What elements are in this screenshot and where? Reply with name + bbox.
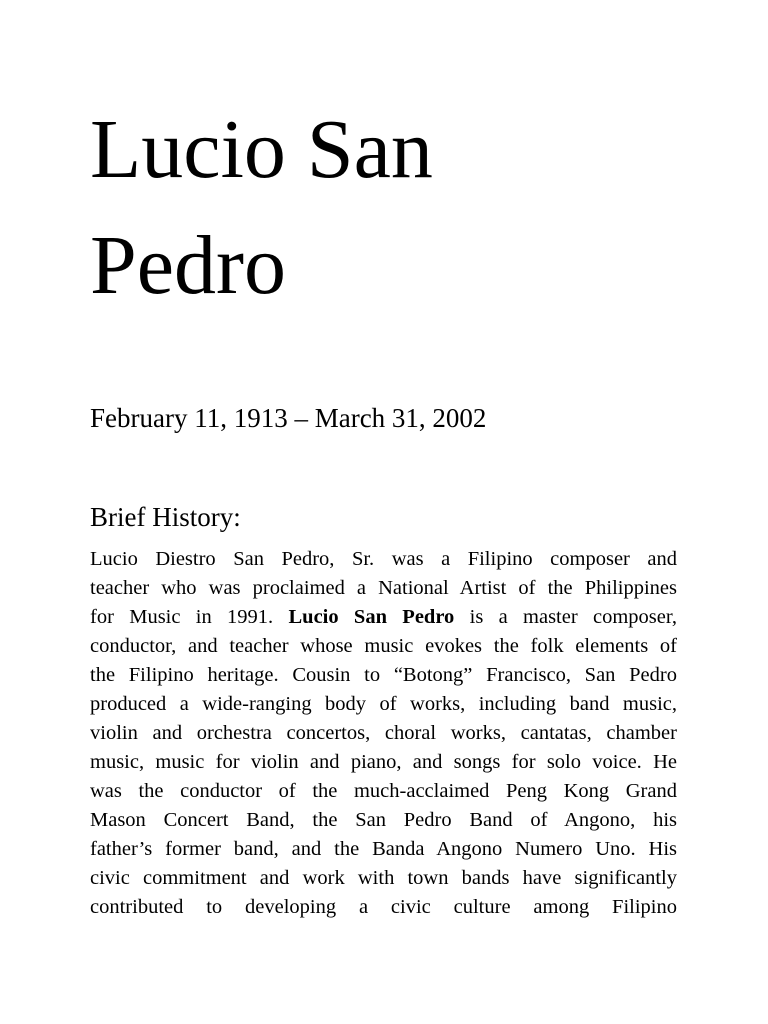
body-line: father’s former band, and the Banda Angono Numero Uno. His [90, 838, 677, 860]
section-heading: Brief History: [90, 502, 241, 532]
body-text-run: is a master composer, [454, 606, 677, 628]
body-line: music, music for violin and piano, and songs for solo voice. He [90, 751, 677, 773]
life-dates: February 11, 1913 – March 31, 2002 [90, 403, 487, 433]
body-line: Lucio Diestro San Pedro, Sr. was a Filipino composer and [90, 548, 677, 570]
body-paragraph [90, 545, 677, 922]
body-line: the Filipino heritage. Cousin to “Botong” Francisco, San Pedro [90, 664, 677, 686]
title-line-1: Lucio San [90, 103, 433, 196]
body-line: violin and orchestra concertos, choral works, cantatas, chamber [90, 722, 677, 744]
body-line: was the conductor of the much-acclaimed Peng Kong Grand [90, 780, 677, 802]
body-line: teacher who was proclaimed a National Artist of the Philippines [90, 577, 677, 599]
body-line: produced a wide-ranging body of works, including band music, [90, 693, 677, 715]
body-line [90, 603, 677, 632]
body-text-run: for Music in 1991. [90, 606, 289, 628]
bold-name: Lucio San Pedro [288, 606, 455, 628]
title-line-2: Pedro [90, 219, 286, 312]
body-line: civic commitment and work with town bands have significantly [90, 867, 677, 889]
body-line: Mason Concert Band, the San Pedro Band of Angono, his [90, 809, 677, 831]
body-line: contributed to developing a civic culture among Filipino [90, 896, 677, 918]
page-title [90, 92, 690, 324]
body-line: conductor, and teacher whose music evokes the folk elements of [90, 635, 677, 657]
